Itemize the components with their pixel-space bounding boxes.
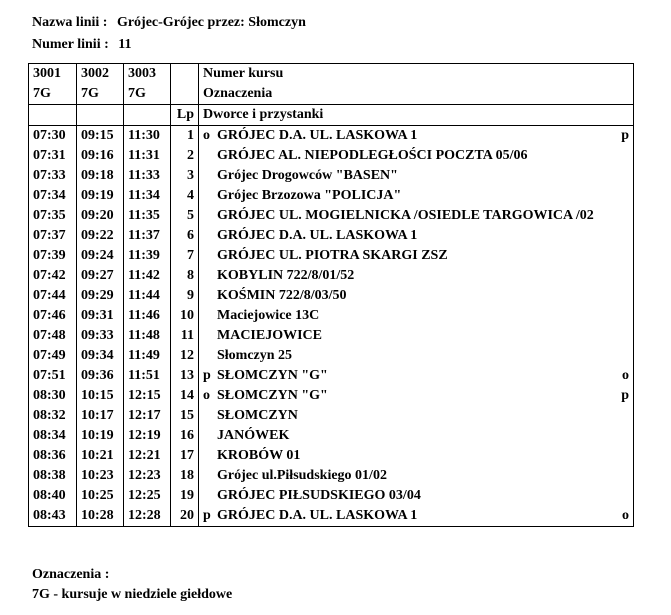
course-number-1: 3001 — [33, 66, 61, 81]
stop-flag-left — [203, 166, 217, 186]
stop-flag-right — [619, 246, 629, 266]
stop-flag-right — [619, 486, 629, 506]
departure-time: 12:19 — [124, 426, 171, 446]
departure-time: 09:18 — [77, 166, 124, 186]
table-row — [29, 246, 634, 266]
timetable — [28, 63, 634, 527]
stop-flag-left — [203, 406, 217, 426]
stop-cell — [199, 166, 634, 186]
departure-time: 09:19 — [77, 186, 124, 206]
stop-flag-right — [619, 466, 629, 486]
departure-time: 07:39 — [29, 246, 77, 266]
departure-time: 08:30 — [29, 386, 77, 406]
departure-time: 11:37 — [124, 226, 171, 246]
stop-flag-left — [203, 426, 217, 446]
stop-cell — [199, 366, 634, 386]
course-header-top: Numer kursu — [203, 66, 284, 81]
table-row — [29, 306, 634, 326]
stop-name: Słomczyn 25 — [217, 348, 293, 363]
stop-flag-left — [203, 346, 217, 366]
stop-ordinal: 1 — [171, 126, 199, 147]
departure-time: 08:38 — [29, 466, 77, 486]
departure-time: 10:15 — [77, 386, 124, 406]
departure-time: 10:28 — [77, 506, 124, 527]
departure-time: 09:36 — [77, 366, 124, 386]
stop-flag-right — [619, 346, 629, 366]
stop-flag-right — [619, 186, 629, 206]
departure-time: 12:21 — [124, 446, 171, 466]
stop-name: Grójec Drogowców "BASEN" — [217, 168, 398, 183]
stop-flag-left — [203, 246, 217, 266]
course-number-3: 3003 — [128, 66, 156, 81]
stop-name: Maciejowice 13C — [217, 308, 320, 323]
stop-name: GRÓJEC AL. NIEPODLEGŁOŚCI POCZTA 05/06 — [217, 148, 528, 163]
stop-cell — [199, 446, 634, 466]
stop-ordinal: 7 — [171, 246, 199, 266]
course-mark-2: 7G — [81, 86, 99, 101]
stop-flag-right — [619, 326, 629, 346]
departure-time: 09:16 — [77, 146, 124, 166]
stop-flag-right — [619, 306, 629, 326]
line-name-value: Grójec-Grójec przez: Słomczyn — [116, 15, 306, 30]
stop-ordinal: 18 — [171, 466, 199, 486]
stop-name: KROBÓW 01 — [217, 448, 301, 463]
table-row — [29, 346, 634, 366]
departure-time: 07:42 — [29, 266, 77, 286]
departure-time: 08:32 — [29, 406, 77, 426]
departure-time: 10:21 — [77, 446, 124, 466]
table-row — [29, 146, 634, 166]
course-number-2: 3002 — [81, 66, 109, 81]
table-row — [29, 506, 634, 527]
stop-name: SŁOMCZYN — [217, 408, 298, 423]
table-row — [29, 366, 634, 386]
table-row — [29, 446, 634, 466]
stops-header: Dworce i przystanki — [199, 105, 634, 126]
stop-cell — [199, 186, 634, 206]
departure-time: 07:51 — [29, 366, 77, 386]
stop-flag-left — [203, 486, 217, 506]
stop-name: GRÓJEC D.A. UL. LASKOWA 1 — [217, 128, 418, 143]
stop-flag-right — [619, 286, 629, 306]
stop-cell — [199, 146, 634, 166]
stop-flag-left — [203, 286, 217, 306]
stop-flag-right — [619, 146, 629, 166]
stop-cell — [199, 486, 634, 506]
stop-cell — [199, 506, 634, 527]
stop-flag-left — [203, 186, 217, 206]
stop-flag-left: p — [203, 508, 211, 523]
stop-ordinal: 15 — [171, 406, 199, 426]
timetable-body — [29, 126, 634, 527]
stop-cell — [199, 406, 634, 426]
stop-flag-right — [619, 406, 629, 426]
stop-cell — [199, 246, 634, 266]
line-name — [32, 15, 306, 31]
stop-flag-right — [619, 226, 629, 246]
stop-name: KOBYLIN 722/8/01/52 — [217, 268, 355, 283]
stop-name: GRÓJEC D.A. UL. LASKOWA 1 — [217, 508, 418, 523]
stop-cell — [199, 266, 634, 286]
stop-cell — [199, 326, 634, 346]
legend-line: 7G - kursuje w niedziele giełdowe — [32, 587, 233, 602]
table-row — [29, 266, 634, 286]
departure-time: 09:33 — [77, 326, 124, 346]
course-mark-1: 7G — [33, 86, 51, 101]
stop-ordinal: 6 — [171, 226, 199, 246]
course-header-bottom: Oznaczenia — [203, 86, 273, 101]
stop-ordinal: 14 — [171, 386, 199, 406]
stop-cell — [199, 306, 634, 326]
course-header-2 — [77, 64, 124, 105]
departure-time: 11:35 — [124, 206, 171, 226]
stop-flag-right — [619, 206, 629, 226]
stop-flag-left: p — [203, 368, 211, 383]
stop-ordinal: 12 — [171, 346, 199, 366]
stop-ordinal: 8 — [171, 266, 199, 286]
departure-time: 09:34 — [77, 346, 124, 366]
departure-time: 10:25 — [77, 486, 124, 506]
stop-name: GRÓJEC UL. PIOTRA SKARGI ZSZ — [217, 248, 448, 263]
departure-time: 11:30 — [124, 126, 171, 147]
departure-time: 12:15 — [124, 386, 171, 406]
departure-time: 07:49 — [29, 346, 77, 366]
departure-time: 09:22 — [77, 226, 124, 246]
departure-time: 10:17 — [77, 406, 124, 426]
departure-time: 12:28 — [124, 506, 171, 527]
stop-cell — [199, 206, 634, 226]
departure-time: 11:39 — [124, 246, 171, 266]
line-number-value: 11 — [118, 37, 132, 52]
stop-ordinal: 20 — [171, 506, 199, 527]
legend — [32, 565, 232, 605]
stop-ordinal: 13 — [171, 366, 199, 386]
lp-header-blank — [171, 64, 199, 105]
table-row — [29, 326, 634, 346]
departure-time: 08:43 — [29, 506, 77, 527]
departure-time: 07:48 — [29, 326, 77, 346]
stop-flag-right: p — [621, 128, 629, 143]
legend-title: Oznaczenia : — [32, 567, 110, 582]
course-header-3 — [124, 64, 171, 105]
departure-time: 07:34 — [29, 186, 77, 206]
course-mark-3: 7G — [128, 86, 146, 101]
stop-name: Grójec Brzozowa "POLICJA" — [217, 188, 402, 203]
stop-cell — [199, 226, 634, 246]
stop-cell — [199, 126, 634, 147]
stop-ordinal: 2 — [171, 146, 199, 166]
stop-cell — [199, 346, 634, 366]
stop-ordinal: 19 — [171, 486, 199, 506]
departure-time: 10:19 — [77, 426, 124, 446]
departure-time: 07:35 — [29, 206, 77, 226]
departure-time: 12:23 — [124, 466, 171, 486]
table-row — [29, 466, 634, 486]
line-number-label: Numer linii : — [32, 37, 109, 52]
stop-ordinal: 5 — [171, 206, 199, 226]
departure-time: 11:49 — [124, 346, 171, 366]
stop-flag-right — [619, 446, 629, 466]
departure-time: 11:33 — [124, 166, 171, 186]
departure-time: 10:23 — [77, 466, 124, 486]
table-row — [29, 406, 634, 426]
stop-flag-right: p — [621, 388, 629, 403]
stop-ordinal: 4 — [171, 186, 199, 206]
lp-header: Lp — [171, 105, 199, 126]
stop-flag-left: o — [203, 388, 210, 403]
stop-ordinal: 9 — [171, 286, 199, 306]
departure-time: 11:48 — [124, 326, 171, 346]
departure-time: 09:29 — [77, 286, 124, 306]
departure-time: 07:33 — [29, 166, 77, 186]
departure-time: 11:34 — [124, 186, 171, 206]
blank-head-2 — [77, 105, 124, 126]
stop-flag-right: o — [622, 508, 629, 523]
departure-time: 09:20 — [77, 206, 124, 226]
table-row — [29, 386, 634, 406]
departure-time: 07:46 — [29, 306, 77, 326]
departure-time: 09:15 — [77, 126, 124, 147]
stop-flag-left: o — [203, 128, 210, 143]
departure-time: 11:42 — [124, 266, 171, 286]
departure-time: 11:46 — [124, 306, 171, 326]
stop-name: GRÓJEC UL. MOGIELNICKA /OSIEDLE TARGOWICA /02 — [217, 208, 594, 223]
table-row — [29, 226, 634, 246]
blank-head-3 — [124, 105, 171, 126]
stop-flag-right — [619, 166, 629, 186]
departure-time: 11:44 — [124, 286, 171, 306]
course-header-labels — [199, 64, 634, 105]
departure-time: 09:27 — [77, 266, 124, 286]
stop-flag-left — [203, 446, 217, 466]
stop-flag-left — [203, 266, 217, 286]
stop-flag-right — [619, 266, 629, 286]
stop-flag-left — [203, 306, 217, 326]
stop-flag-left — [203, 226, 217, 246]
table-row — [29, 166, 634, 186]
table-row — [29, 206, 634, 226]
table-row — [29, 486, 634, 506]
departure-time: 12:17 — [124, 406, 171, 426]
blank-head-1 — [29, 105, 77, 126]
line-name-label: Nazwa linii : — [32, 15, 108, 30]
stop-cell — [199, 466, 634, 486]
table-row — [29, 126, 634, 147]
departure-time: 11:51 — [124, 366, 171, 386]
stop-name: SŁOMCZYN "G" — [217, 368, 328, 383]
departure-time: 07:30 — [29, 126, 77, 147]
departure-time: 09:31 — [77, 306, 124, 326]
stop-cell — [199, 286, 634, 306]
stop-flag-right: o — [622, 368, 629, 383]
stop-ordinal: 17 — [171, 446, 199, 466]
departure-time: 07:44 — [29, 286, 77, 306]
departure-time: 08:40 — [29, 486, 77, 506]
stop-flag-left — [203, 146, 217, 166]
stop-flag-left — [203, 326, 217, 346]
stop-ordinal: 10 — [171, 306, 199, 326]
stop-ordinal: 16 — [171, 426, 199, 446]
table-row — [29, 426, 634, 446]
course-header-1 — [29, 64, 77, 105]
table-row — [29, 186, 634, 206]
stop-flag-left — [203, 466, 217, 486]
stop-name: JANÓWEK — [217, 428, 290, 443]
stop-name: MACIEJOWICE — [217, 328, 323, 343]
stop-name: SŁOMCZYN "G" — [217, 388, 328, 403]
stop-name: GRÓJEC D.A. UL. LASKOWA 1 — [217, 228, 418, 243]
departure-time: 09:24 — [77, 246, 124, 266]
stop-ordinal: 11 — [171, 326, 199, 346]
departure-time: 07:37 — [29, 226, 77, 246]
departure-time: 12:25 — [124, 486, 171, 506]
stop-name: KOŚMIN 722/8/03/50 — [217, 288, 347, 303]
departure-time: 07:31 — [29, 146, 77, 166]
departure-time: 08:36 — [29, 446, 77, 466]
stop-ordinal: 3 — [171, 166, 199, 186]
stop-cell — [199, 386, 634, 406]
stop-flag-right — [619, 426, 629, 446]
stop-name: Grójec ul.Piłsudskiego 01/02 — [217, 468, 387, 483]
table-row — [29, 286, 634, 306]
departure-time: 08:34 — [29, 426, 77, 446]
departure-time: 11:31 — [124, 146, 171, 166]
stop-cell — [199, 426, 634, 446]
stop-name: GRÓJEC PIŁSUDSKIEGO 03/04 — [217, 488, 421, 503]
line-number — [32, 37, 131, 53]
stop-flag-left — [203, 206, 217, 226]
